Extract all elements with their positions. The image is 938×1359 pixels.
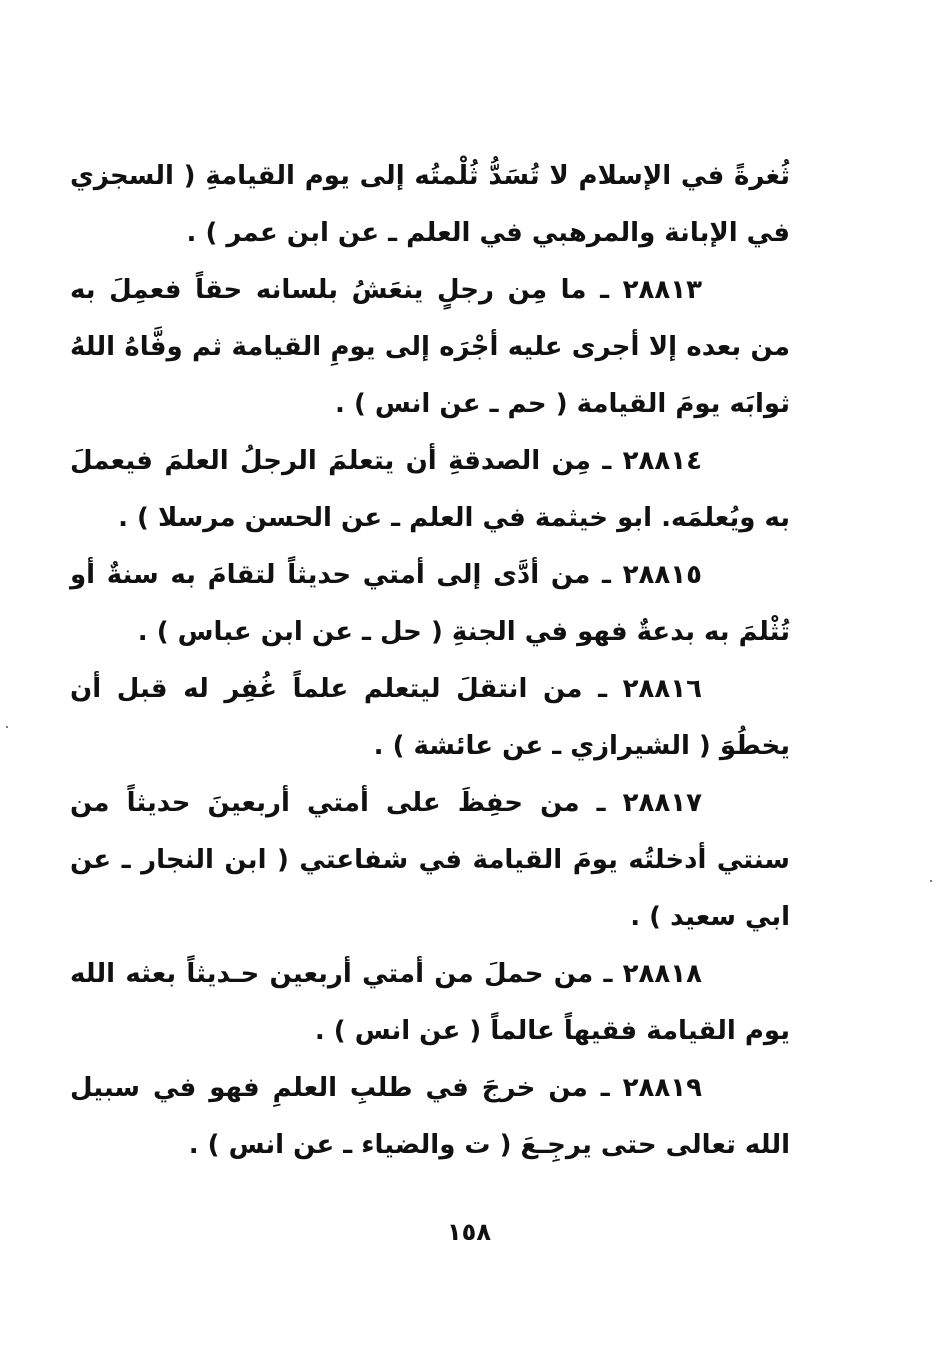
hadith-28818: ٢٨٨١٨ ـ من حملَ من أمتي أربعين حـديثاً بعثه الله يوم القيامة فقيهاً عالماً ( عن انس ) .	[70, 959, 790, 1046]
hadith-28816: ٢٨٨١٦ ـ من انتقلَ ليتعلم علماً غُفِر له قبل أن يخطُوَ ( الشيرازي ـ عن عائشة ) .	[70, 674, 790, 761]
hadith-28815: ٢٨٨١٥ ـ من أدَّى إلى أمتي حديثاً لتقامَ به سنةٌ أو تُثْلمَ به بدعةٌ فهو في الجنةِ ( حل ـ عن ابن عباس ) .	[70, 560, 790, 647]
body-text	[70, 148, 790, 1174]
scan-speck	[6, 726, 8, 728]
hadith-28817: ٢٨٨١٧ ـ من حفِظَ على أمتي أربعينَ حديثاً من سنتي أدخلتُه يومَ القيامة في شفاعتي ( ابن النجار ـ عن ابي سعيد ) .	[70, 788, 790, 932]
page-number: ١٥٨	[447, 1218, 491, 1246]
hadith-28813: ٢٨٨١٣ ـ ما مِن رجلٍ ينعَشُ بلسانه حقاً فعمِلَ به من بعده إلا أجرى عليه أجْرَه إلى يومِ القيامة ثم وفَّاهُ اللهُ ثوابَه يومَ القيامة ( حم ـ عن انس ) .	[70, 275, 790, 419]
hadith-28814: ٢٨٨١٤ ـ مِن الصدقةِ أن يتعلمَ الرجلُ العلمَ فيعملَ به ويُعلمَه. ابو خيثمة في العلم ـ عن الحسن مرسلا ) .	[70, 446, 790, 533]
scan-speck	[930, 880, 932, 882]
continuation-paragraph: ثُغرةً في الإسلام لا تُسَدُّ ثُلْمتُه إلى يوم القيامةِ ( السجزي في الإبانة والمرهبي في العلم ـ عن ابن عمر ) .	[70, 161, 790, 248]
hadith-28819: ٢٨٨١٩ ـ من خرجَ في طلبِ العلمِ فهو في سبيل الله تعالى حتى يرجِـعَ ( ت والضياء ـ عن انس ) .	[70, 1073, 790, 1160]
